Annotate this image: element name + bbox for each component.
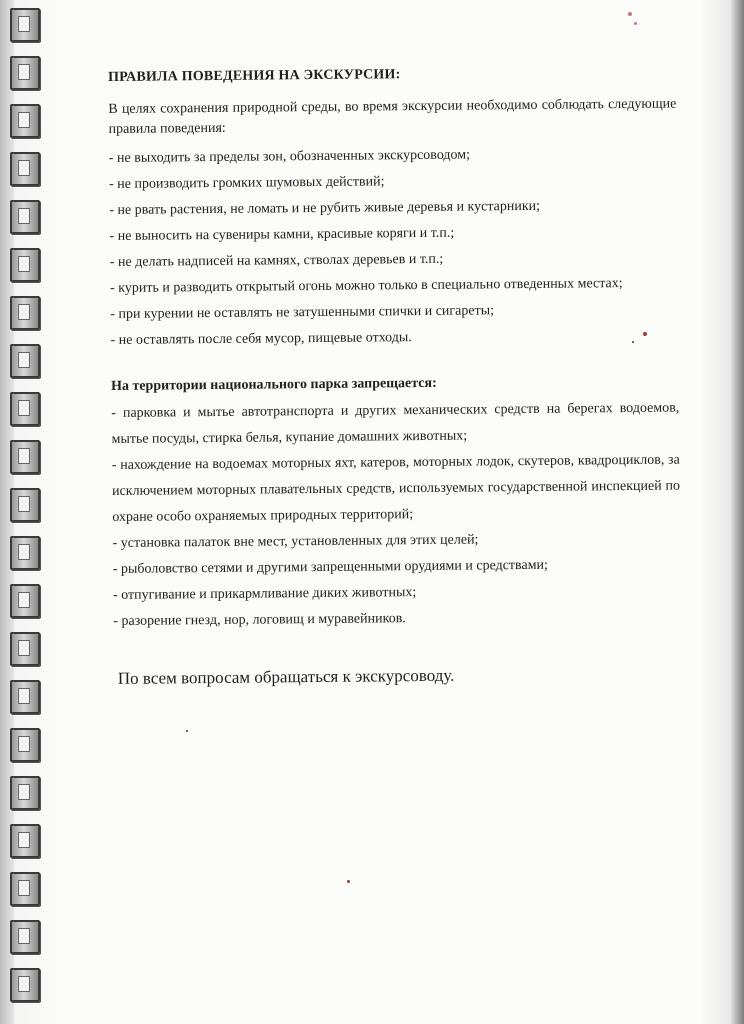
binding-ring [10,392,40,426]
rule-item: - курить и разводить открытый огонь можно только в специально отведенных местах; [110,276,623,296]
binding-ring [10,920,40,954]
binding-ring [10,488,40,522]
binding-ring [10,56,40,90]
rule-item: - не делать надписей на камнях, стволах деревьев и т.п.; [109,251,444,270]
binding-ring [10,728,40,762]
document-body [108,65,682,689]
spiral-binding [0,0,48,1024]
ink-speck [186,730,188,732]
binding-ring [10,968,40,1002]
binding-ring [10,296,40,330]
page-title: ПРАВИЛА ПОВЕДЕНИЯ НА ЭКСКУРСИИ: [108,67,401,85]
binding-ring [10,344,40,378]
binding-ring [10,8,40,42]
prohibited-item: - отпугивание и прикармливание диких животных; [112,585,417,603]
binding-ring [10,632,40,666]
binding-ring [10,776,40,810]
contact-note: По всем вопросам обращаться к экскурсоводу. [117,665,455,688]
rule-item: - при курении не оставлять не затушенными спички и сигареты; [110,303,495,322]
prohibited-list [111,396,681,635]
binding-ring [10,152,40,186]
binding-ring [10,200,40,234]
binding-ring [10,824,40,858]
binding-ring [10,104,40,138]
binding-ring [10,872,40,906]
prohibited-heading: На территории национального парка запрещается: [110,375,437,394]
prohibited-item: - парковка и мытье автотранспорта и других механических средств на берегах водоемов, мытье посуды, стирка белья, купание домашних животных; [111,400,680,447]
prohibited-item: - нахождение на водоемах моторных яхт, катеров, моторных лодок, скутеров, квадроциклов, за исключением моторных плавательных средств, используемых государственной инспекцией по охране особо охраняемых природных территорий; [111,452,681,525]
prohibited-item: - разорение гнезд, нор, логовищ и муравейников. [113,611,406,629]
rule-item: - не выносить на сувениры камни, красивые коряги и т.п.; [109,225,455,244]
ink-speck [628,12,632,16]
intro-paragraph: В целях сохранения природной среды, во время экскурсии необходимо соблюдать следующие правила поведения: [108,96,677,137]
rule-item: - не производить громких шумовых действий; [109,174,385,192]
prohibited-item: - рыболовство сетями и другими запрещенными орудиями и средствами; [112,557,548,577]
binding-ring [10,248,40,282]
binding-ring [10,440,40,474]
ink-speck [347,880,350,883]
rule-item: - не рвать растения, не ломать и не рубить живые деревья и кустарники; [109,198,541,218]
binding-ring [10,584,40,618]
binding-ring [10,536,40,570]
rule-item: - не выходить за пределы зон, обозначенных экскурсоводом; [108,147,471,166]
rule-item: - не оставлять после себя мусор, пищевые отходы. [110,330,412,348]
prohibited-item: - установка палаток вне мест, установленных для этих целей; [112,532,479,551]
rules-list [109,145,679,349]
ink-speck [634,22,637,25]
binding-ring [10,680,40,714]
